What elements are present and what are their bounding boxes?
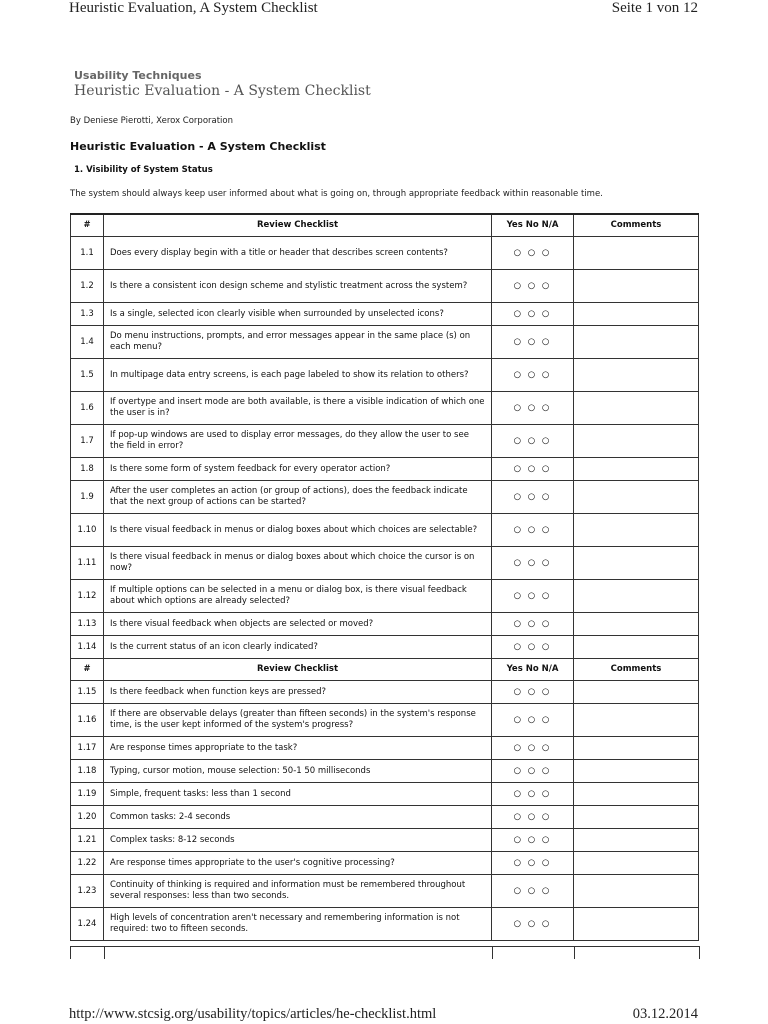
checklist-table-part2 (70, 658, 699, 941)
yes-no-na-options[interactable]: ○ ○ ○ (492, 829, 574, 852)
checklist-question: Continuity of thinking is required and information must be remembered throughout several responses: less than two seconds. (104, 875, 492, 908)
checklist-question: Is there visual feedback when objects are selected or moved? (104, 613, 492, 636)
comments-cell[interactable] (574, 237, 699, 270)
row-number: 1.14 (71, 636, 104, 659)
row-number: 1.2 (71, 270, 104, 303)
comments-cell[interactable] (574, 392, 699, 425)
row-number: 1.18 (71, 760, 104, 783)
header-num: # (71, 214, 104, 237)
comments-cell[interactable] (574, 270, 699, 303)
checklist-question: Is a single, selected icon clearly visible when surrounded by unselected icons? (104, 303, 492, 326)
row-number: 1.20 (71, 806, 104, 829)
checklist-question: Does every display begin with a title or header that describes screen contents? (104, 237, 492, 270)
comments-cell[interactable] (574, 829, 699, 852)
table-row (71, 875, 699, 908)
checklist-question: Is there visual feedback in menus or dialog boxes about which choice the cursor is on now? (104, 547, 492, 580)
checklist-question: In multipage data entry screens, is each page labeled to show its relation to others? (104, 359, 492, 392)
table-row (71, 425, 699, 458)
header-comments: Comments (574, 214, 699, 237)
header-yesno: Yes No N/A (492, 659, 574, 681)
yes-no-na-options[interactable]: ○ ○ ○ (492, 875, 574, 908)
checklist-question: If pop-up windows are used to display error messages, do they allow the user to see the field in error? (104, 425, 492, 458)
table-row (71, 704, 699, 737)
row-number: 1.3 (71, 303, 104, 326)
page-header-title: Heuristic Evaluation, A System Checklist (69, 0, 318, 16)
table-continuation (70, 946, 700, 959)
table-row (71, 908, 699, 941)
table-header-row (71, 659, 699, 681)
checklist-question: Is the current status of an icon clearly indicated? (104, 636, 492, 659)
section-heading: 1. Visibility of System Status (74, 165, 213, 175)
comments-cell[interactable] (574, 636, 699, 659)
table-row (71, 783, 699, 806)
checklist-question: Are response times appropriate to the task? (104, 737, 492, 760)
yes-no-na-options[interactable]: ○ ○ ○ (492, 636, 574, 659)
table-row (71, 580, 699, 613)
row-number: 1.8 (71, 458, 104, 481)
yes-no-na-options[interactable]: ○ ○ ○ (492, 547, 574, 580)
comments-cell[interactable] (574, 681, 699, 704)
row-number: 1.17 (71, 737, 104, 760)
row-number: 1.1 (71, 237, 104, 270)
yes-no-na-options[interactable]: ○ ○ ○ (492, 806, 574, 829)
section-label: Usability Techniques (74, 69, 202, 82)
checklist-question: Common tasks: 2-4 seconds (104, 806, 492, 829)
comments-cell[interactable] (574, 514, 699, 547)
comments-cell[interactable] (574, 481, 699, 514)
row-number: 1.10 (71, 514, 104, 547)
row-number: 1.19 (71, 783, 104, 806)
yes-no-na-options[interactable]: ○ ○ ○ (492, 514, 574, 547)
row-number: 1.15 (71, 681, 104, 704)
page-url: http://www.stcsig.org/usability/topics/articles/he-checklist.html (69, 1006, 437, 1022)
yes-no-na-options[interactable]: ○ ○ ○ (492, 392, 574, 425)
checklist-question: Is there feedback when function keys are pressed? (104, 681, 492, 704)
table-row (71, 613, 699, 636)
checklist-question: Is there visual feedback in menus or dialog boxes about which choices are selectable? (104, 514, 492, 547)
row-number: 1.16 (71, 704, 104, 737)
checklist-question: Is there a consistent icon design scheme and stylistic treatment across the system? (104, 270, 492, 303)
table-header-row (71, 214, 699, 237)
row-number: 1.5 (71, 359, 104, 392)
yes-no-na-options[interactable]: ○ ○ ○ (492, 760, 574, 783)
row-number: 1.23 (71, 875, 104, 908)
checklist-question: After the user completes an action (or group of actions), does the feedback indicate that the next group of actions can be started? (104, 481, 492, 514)
checklist-question: Complex tasks: 8-12 seconds (104, 829, 492, 852)
table-row (71, 636, 699, 659)
comments-cell[interactable] (574, 547, 699, 580)
row-number: 1.11 (71, 547, 104, 580)
yes-no-na-options[interactable]: ○ ○ ○ (492, 613, 574, 636)
comments-cell[interactable] (574, 580, 699, 613)
header-review: Review Checklist (104, 214, 492, 237)
yes-no-na-options[interactable]: ○ ○ ○ (492, 326, 574, 359)
row-number: 1.12 (71, 580, 104, 613)
table-row (71, 681, 699, 704)
checklist-question: If there are observable delays (greater than fifteen seconds) in the system's response time, is the user kept informed of the system's progress? (104, 704, 492, 737)
row-number: 1.6 (71, 392, 104, 425)
table-row (71, 829, 699, 852)
yes-no-na-options[interactable]: ○ ○ ○ (492, 783, 574, 806)
comments-cell[interactable] (574, 704, 699, 737)
row-number: 1.21 (71, 829, 104, 852)
table-row (71, 514, 699, 547)
yes-no-na-options[interactable]: ○ ○ ○ (492, 458, 574, 481)
yes-no-na-options[interactable]: ○ ○ ○ (492, 908, 574, 941)
comments-cell[interactable] (574, 458, 699, 481)
page-date: 03.12.2014 (632, 1006, 698, 1022)
comments-cell[interactable] (574, 359, 699, 392)
document-title: Heuristic Evaluation - A System Checklist (70, 140, 326, 153)
page-number: Seite 1 von 12 (611, 0, 698, 16)
yes-no-na-options[interactable]: ○ ○ ○ (492, 481, 574, 514)
yes-no-na-options[interactable]: ○ ○ ○ (492, 704, 574, 737)
table-row (71, 392, 699, 425)
author-byline: By Deniese Pierotti, Xerox Corporation (70, 116, 234, 126)
row-number: 1.22 (71, 852, 104, 875)
comments-cell[interactable] (574, 783, 699, 806)
table-row (71, 737, 699, 760)
comments-cell[interactable] (574, 737, 699, 760)
row-number: 1.13 (71, 613, 104, 636)
comments-cell[interactable] (574, 875, 699, 908)
checklist-table-part1 (70, 213, 699, 659)
row-number: 1.7 (71, 425, 104, 458)
header-yesno: Yes No N/A (492, 214, 574, 237)
checklist-question: High levels of concentration aren't necessary and remembering information is not required: two to fifteen seconds. (104, 908, 492, 941)
section-intro: The system should always keep user informed about what is going on, through appropriate feedback within reasonable time. (70, 189, 603, 199)
table-row (71, 806, 699, 829)
yes-no-na-options[interactable]: ○ ○ ○ (492, 681, 574, 704)
table-row (71, 458, 699, 481)
yes-no-na-options[interactable]: ○ ○ ○ (492, 237, 574, 270)
checklist-question: Typing, cursor motion, mouse selection: 50-1 50 milliseconds (104, 760, 492, 783)
checklist-question: Is there some form of system feedback for every operator action? (104, 458, 492, 481)
yes-no-na-options[interactable]: ○ ○ ○ (492, 852, 574, 875)
table-row (71, 270, 699, 303)
comments-cell[interactable] (574, 852, 699, 875)
checklist-question: If overtype and insert mode are both available, is there a visible indication of which one the user is in? (104, 392, 492, 425)
table-row (71, 760, 699, 783)
yes-no-na-options[interactable]: ○ ○ ○ (492, 425, 574, 458)
row-number: 1.4 (71, 326, 104, 359)
yes-no-na-options[interactable]: ○ ○ ○ (492, 359, 574, 392)
comments-cell[interactable] (574, 425, 699, 458)
table-row (71, 303, 699, 326)
table-row (71, 359, 699, 392)
table-row (71, 237, 699, 270)
yes-no-na-options[interactable]: ○ ○ ○ (492, 270, 574, 303)
comments-cell[interactable] (574, 613, 699, 636)
page-subtitle: Heuristic Evaluation - A System Checklist (74, 83, 371, 99)
comments-cell[interactable] (574, 326, 699, 359)
table-row (71, 326, 699, 359)
table-row (71, 852, 699, 875)
row-number: 1.24 (71, 908, 104, 941)
comments-cell[interactable] (574, 303, 699, 326)
comments-cell[interactable] (574, 806, 699, 829)
header-review: Review Checklist (104, 659, 492, 681)
header-num: # (71, 659, 104, 681)
table-row (71, 547, 699, 580)
checklist-question: Do menu instructions, prompts, and error messages appear in the same place (s) on each menu? (104, 326, 492, 359)
yes-no-na-options[interactable]: ○ ○ ○ (492, 303, 574, 326)
comments-cell[interactable] (574, 760, 699, 783)
checklist-question: Are response times appropriate to the user's cognitive processing? (104, 852, 492, 875)
comments-cell[interactable] (574, 908, 699, 941)
yes-no-na-options[interactable]: ○ ○ ○ (492, 580, 574, 613)
checklist-question: Simple, frequent tasks: less than 1 second (104, 783, 492, 806)
row-number: 1.9 (71, 481, 104, 514)
header-comments: Comments (574, 659, 699, 681)
checklist-question: If multiple options can be selected in a menu or dialog box, is there visual feedback about which options are already selected? (104, 580, 492, 613)
yes-no-na-options[interactable]: ○ ○ ○ (492, 737, 574, 760)
table-row (71, 481, 699, 514)
